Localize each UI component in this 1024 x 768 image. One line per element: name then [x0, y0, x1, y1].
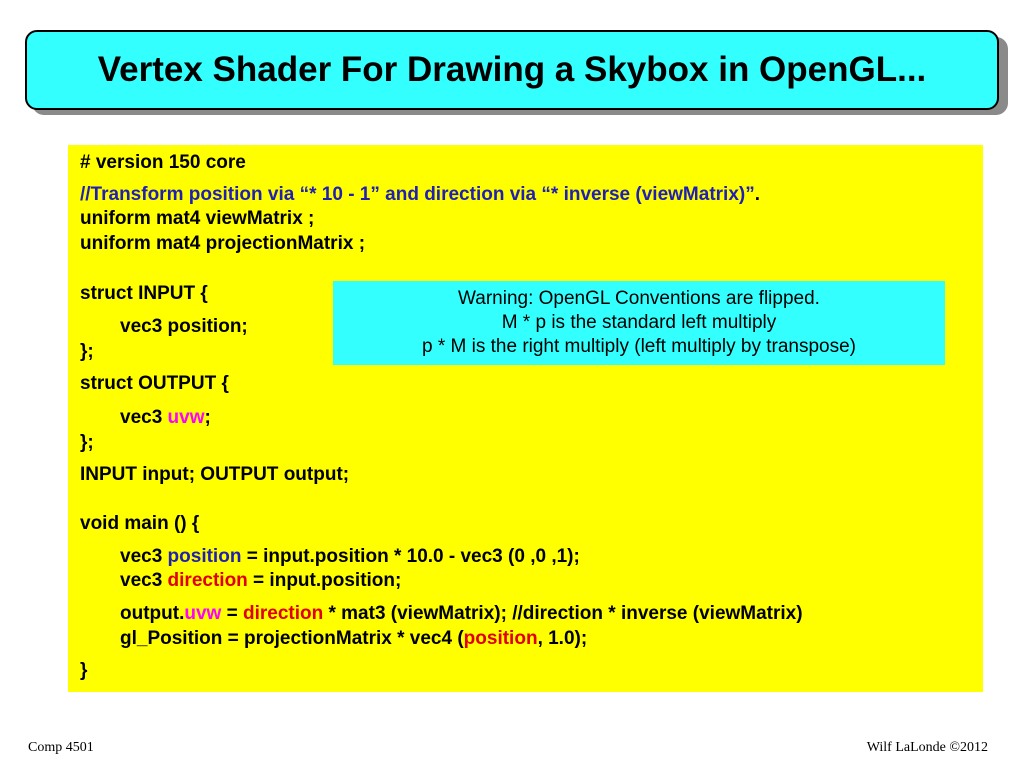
- footer-author: Wilf LaLonde ©2012: [866, 740, 988, 755]
- warning-line-1: Warning: OpenGL Conventions are flipped.: [458, 288, 820, 309]
- code-line-output-uvw: [120, 602, 803, 626]
- warning-line-3: p * M is the right multiply (left multiply by transpose): [422, 336, 856, 357]
- output-field-end: ;: [204, 407, 211, 428]
- l2-type: vec3: [120, 570, 168, 591]
- l1-rest: = input.position * 10.0 - vec3 (0 ,0 ,1);: [241, 546, 580, 567]
- code-line-direction: [120, 569, 401, 593]
- code-line-version: # version 150 core: [80, 152, 246, 173]
- l3-obj: output.: [120, 603, 185, 624]
- slide-title: Vertex Shader For Drawing a Skybox in OpenGL...: [97, 50, 927, 89]
- code-line-struct-output: struct OUTPUT {: [80, 373, 229, 394]
- code-line-uniform-proj: uniform mat4 projectionMatrix ;: [80, 233, 366, 254]
- l4-pre: gl_Position = projectionMatrix * vec4 (: [120, 628, 464, 649]
- code-line-main-open: void main () {: [80, 513, 200, 534]
- warning-line-2: M * p is the standard left multiply: [501, 312, 777, 333]
- l3-rest: * mat3 (viewMatrix); //direction * inverse (viewMatrix): [323, 603, 803, 624]
- warning-callout: [333, 281, 945, 365]
- code-block: [68, 145, 983, 692]
- l3-eq: =: [221, 603, 243, 624]
- code-line-main-close: }: [80, 660, 88, 681]
- comment-end: .: [754, 184, 760, 205]
- code-line-decl: INPUT input; OUTPUT output;: [80, 464, 350, 485]
- code-line-position: [120, 545, 580, 569]
- code-line-close-2: };: [80, 432, 94, 453]
- l1-type: vec3: [120, 546, 168, 567]
- code-line-struct-input: struct INPUT {: [80, 283, 208, 304]
- code-line-uniform-view: uniform mat4 viewMatrix ;: [80, 208, 315, 229]
- l2-rest: = input.position;: [247, 570, 402, 591]
- l4-rest: , 1.0);: [537, 628, 588, 649]
- footer-course: Comp 4501: [28, 740, 94, 755]
- code-line-gl-position: [120, 627, 587, 651]
- output-field-name: uvw: [167, 407, 205, 428]
- l4-var: position: [463, 628, 538, 649]
- l3-field: uvw: [184, 603, 222, 624]
- code-line-close-1: };: [80, 341, 94, 362]
- l1-var: position: [167, 546, 242, 567]
- code-line-output-field: [120, 406, 211, 430]
- comment-part1: //Transform position via: [80, 184, 300, 205]
- l2-var: direction: [167, 570, 248, 591]
- title-banner: [25, 30, 999, 110]
- code-line-comment: [80, 183, 760, 207]
- code-line-input-field: vec3 position;: [120, 316, 248, 337]
- output-field-type: vec3: [120, 407, 168, 428]
- l3-var: direction: [242, 603, 324, 624]
- comment-part2: “* 10 - 1” and direction via “* inverse (viewMatrix)”: [299, 184, 755, 205]
